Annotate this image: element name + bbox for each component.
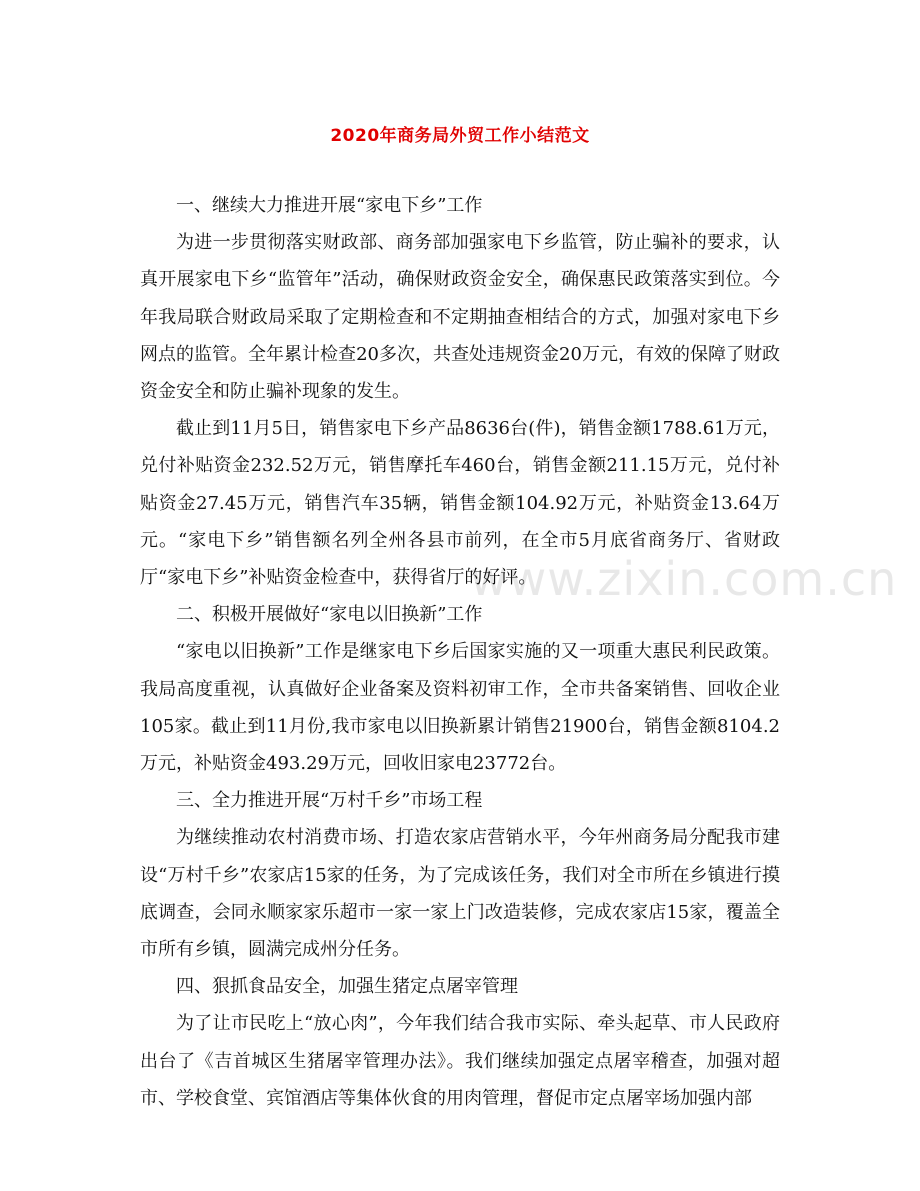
paragraph: 为进一步贯彻落实财政部、商务部加强家电下乡监管，防止骗补的要求，认真开展家电下乡“监管年”活动，确保财政资金安全，确保惠民政策落实到位。今年我局联合财政局采取了定期检查和不定期抽查相结合的方式，加强对家电下乡网点的监管。全年累计检查20多次，共查处违规资金20万元，有效的保障了财政资金安全和防止骗补现象的发生。 bbox=[140, 232, 780, 403]
document-body bbox=[140, 187, 780, 1117]
paragraph: 为了让市民吃上“放心肉”，今年我们结合我市实际、牵头起草、市人民政府出台了《吉首城区生猪屠宰管理办法》。我们继续加强定点屠宰稽查，加强对超市、学校食堂、宾馆酒店等集体伙食的用肉管理，督促市定点屠宰场加强内部 bbox=[140, 1013, 780, 1109]
document-title: 2020年商务局外贸工作小结范文 bbox=[330, 126, 590, 146]
paragraph: 为继续推动农村消费市场、打造农家店营销水平，今年州商务局分配我市建设“万村千乡”农家店15家的任务，为了完成该任务，我们对全市所在乡镇进行摸底调查，会同永顺家家乐超市一家一家上门改造装修，完成农家店15家，覆盖全市所有乡镇，圆满完成州分任务。 bbox=[140, 827, 780, 961]
section-heading-3: 三、全力推进开展“万村千乡”市场工程 bbox=[176, 790, 483, 812]
section-heading-2: 二、积极开展做好“家电以旧换新”工作 bbox=[176, 604, 483, 626]
paragraph: 截止到11月5日，销售家电下乡产品8636台(件)，销售金额1788.61万元，兑付补贴资金232.52万元，销售摩托车460台，销售金额211.15万元，兑付补贴资金27.45万元，销售汽车35辆，销售金额104.92万元，补贴资金13.64万元。“家电下乡”销售额名列全州各县市前列，在全市5月底省商务厅、省财政厅“家电下乡”补贴资金检查中，获得省厅的好评。 bbox=[140, 418, 780, 589]
paragraph: “家电以旧换新”工作是继家电下乡后国家实施的又一项重大惠民利民政策。我局高度重视，认真做好企业备案及资料初审工作，全市共备案销售、回收企业105家。截止到11月份,我市家电以旧换新累计销售21900台，销售金额8104.2万元，补贴资金493.29万元，回收旧家电23772台。 bbox=[140, 641, 780, 775]
section-heading-4: 四、狠抓食品安全，加强生猪定点屠宰管理 bbox=[176, 976, 518, 998]
watermark-text: www.zixin.com.cn bbox=[470, 552, 898, 606]
section-heading-1: 一、继续大力推进开展“家电下乡”工作 bbox=[176, 195, 483, 216]
